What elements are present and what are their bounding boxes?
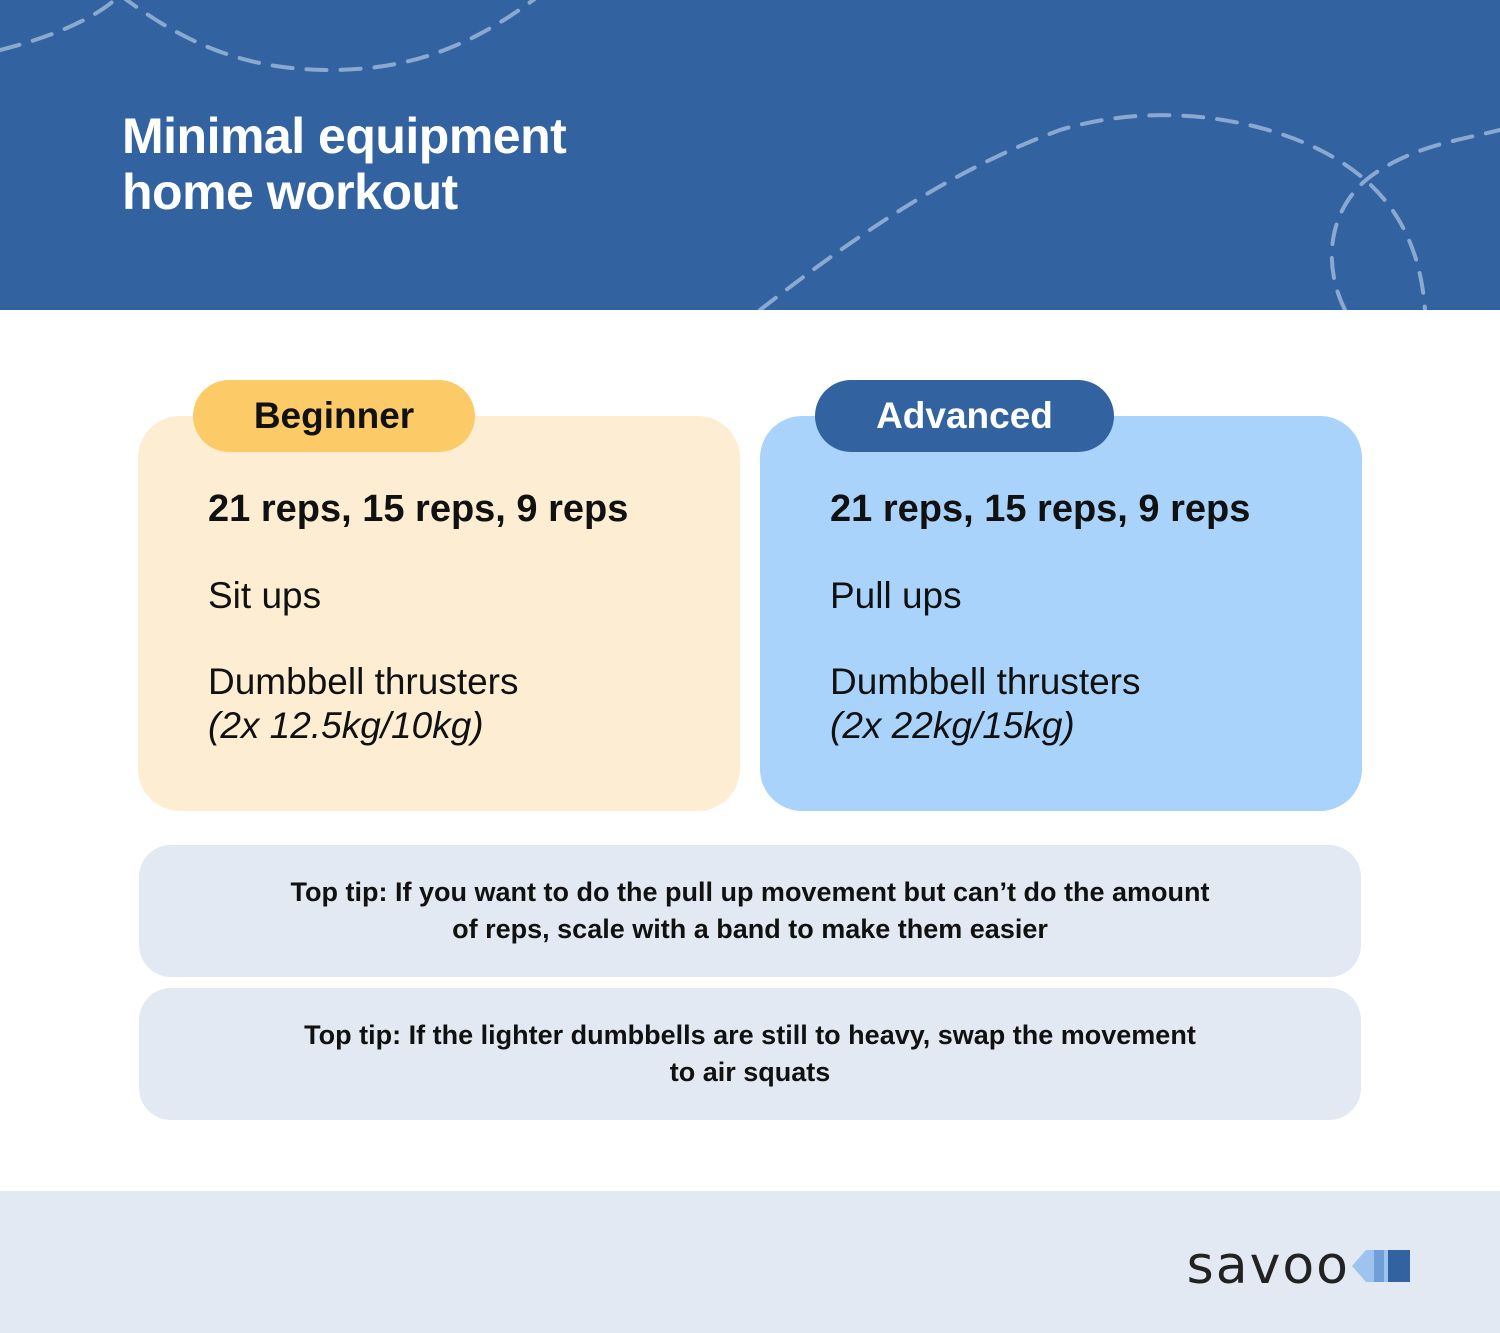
beginner-exercise-2-name: Dumbbell thrusters xyxy=(208,661,519,702)
beginner-exercise-2 xyxy=(208,660,628,748)
savoo-tag-icon xyxy=(1352,1250,1410,1282)
beginner-card xyxy=(138,416,740,811)
top-tip-2 xyxy=(139,988,1361,1120)
beginner-reps: 21 reps, 15 reps, 9 reps xyxy=(208,488,629,530)
title-line-2: home workout xyxy=(122,164,458,220)
top-tip-2-line-1: Top tip: If the lighter dumbbells are still to heavy, swap the movement xyxy=(304,1020,1196,1050)
beginner-card-content xyxy=(208,486,628,748)
beginner-label-pill: Beginner xyxy=(193,380,475,452)
top-tip-1 xyxy=(139,845,1361,977)
advanced-exercise-2 xyxy=(830,660,1250,748)
savoo-logo xyxy=(1187,1236,1410,1296)
header-banner xyxy=(0,0,1500,310)
title-line-1: Minimal equipment xyxy=(122,108,567,164)
top-tip-2-line-2: to air squats xyxy=(669,1057,831,1087)
footer xyxy=(0,1191,1500,1333)
advanced-label-pill: Advanced xyxy=(815,380,1114,452)
beginner-exercise-1: Sit ups xyxy=(208,575,322,616)
beginner-exercise-2-weights: (2x 12.5kg/10kg) xyxy=(208,705,484,746)
logo-wordmark: savoo xyxy=(1186,1236,1350,1296)
advanced-exercise-1: Pull ups xyxy=(830,575,962,616)
top-tip-1-line-1: Top tip: If you want to do the pull up movement but can’t do the amount xyxy=(290,877,1210,907)
advanced-reps: 21 reps, 15 reps, 9 reps xyxy=(830,488,1251,530)
page-title xyxy=(122,108,566,220)
advanced-card-content xyxy=(830,486,1250,748)
advanced-card xyxy=(760,416,1362,811)
top-tip-1-line-2: of reps, scale with a band to make them easier xyxy=(452,914,1048,944)
advanced-exercise-2-weights: (2x 22kg/15kg) xyxy=(830,705,1075,746)
advanced-exercise-2-name: Dumbbell thrusters xyxy=(830,661,1141,702)
